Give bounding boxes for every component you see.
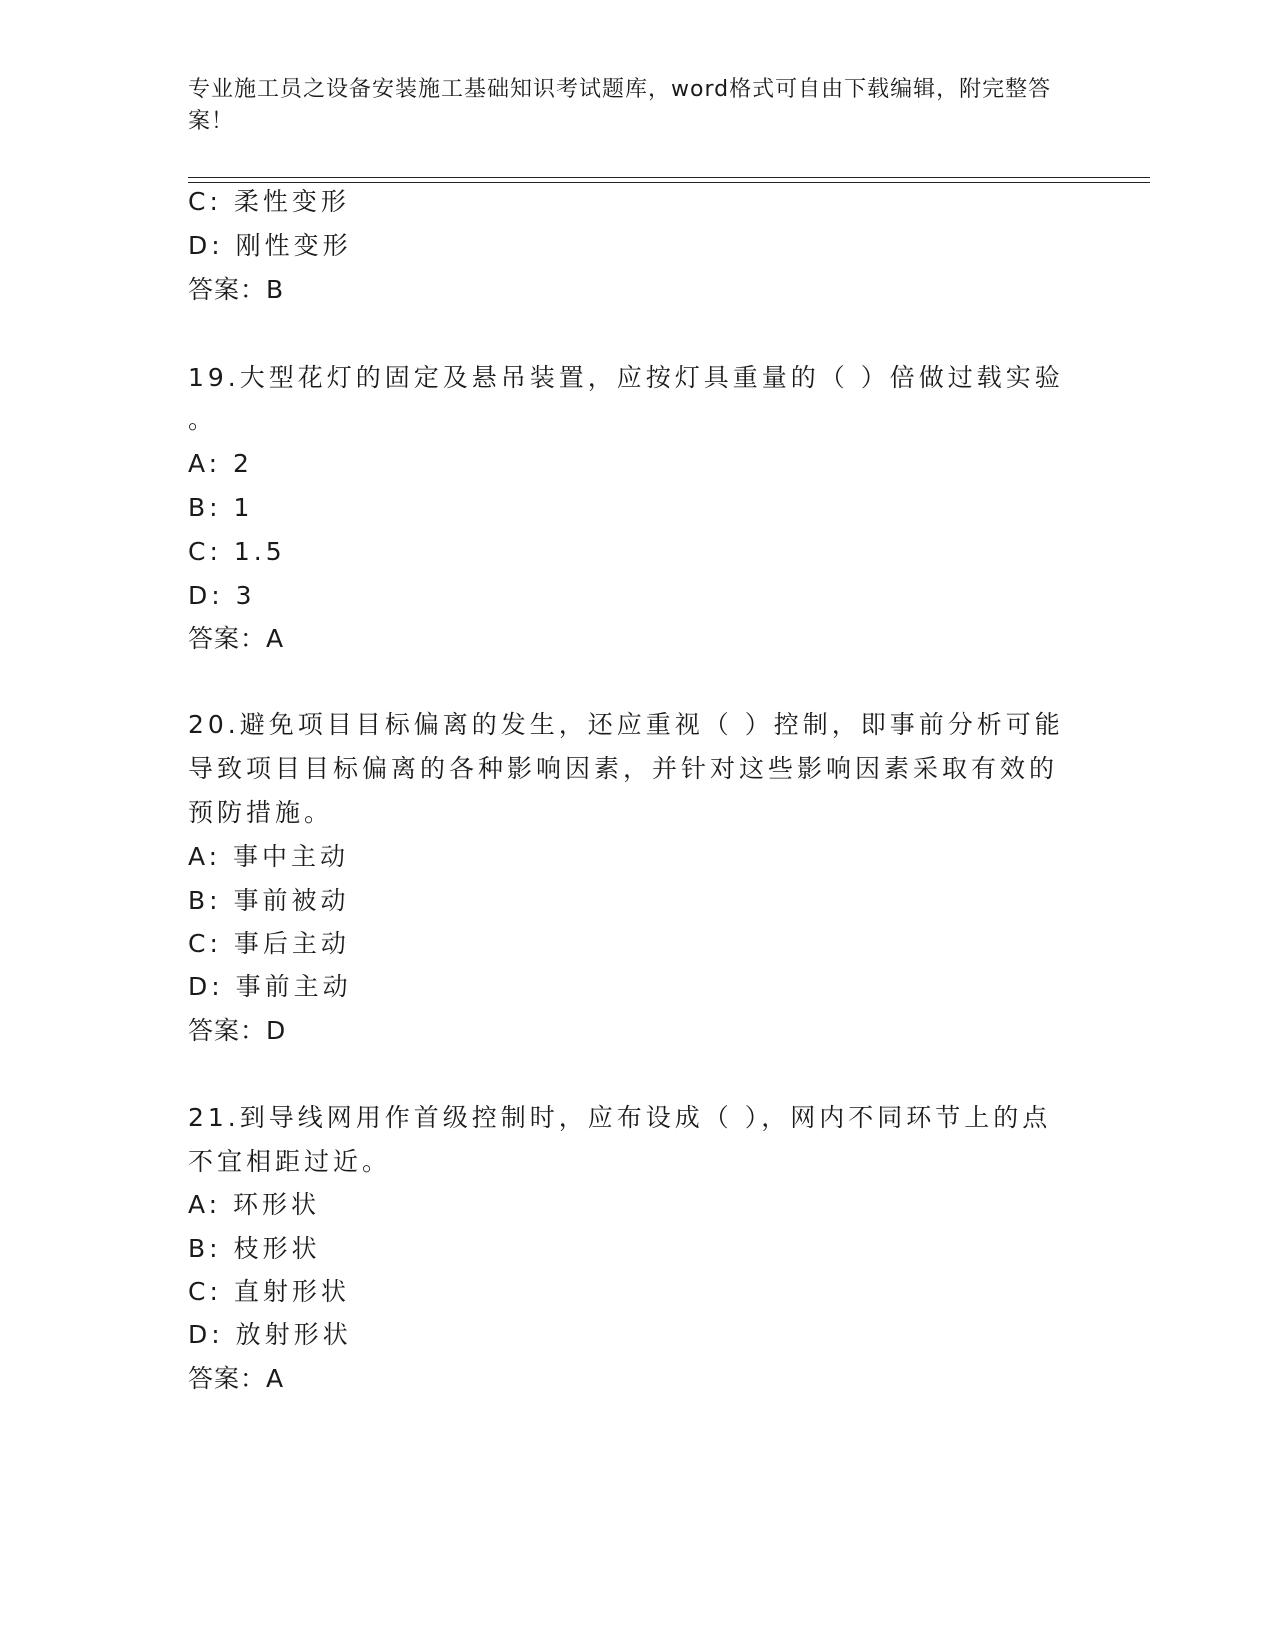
question-stem: 不宜相距过近。	[188, 1147, 392, 1176]
option-c: C: 柔性变形	[188, 187, 350, 216]
option-b: B: 枝形状	[188, 1234, 321, 1263]
option-a: A: 2	[188, 449, 253, 478]
option-d: D: 刚性变形	[188, 231, 352, 260]
option-c: C: 事后主动	[188, 929, 350, 958]
answer-line: 答案：A	[188, 1364, 285, 1393]
question-stem: 导致项目目标偏离的各种影响因素，并针对这些影响因素采取有效的	[188, 754, 1059, 783]
option-c: C: 直射形状	[188, 1277, 350, 1306]
document-header: 专业施工员之设备安装施工基础知识考试题库，word格式可自由下载编辑，附完整答案！	[188, 77, 1052, 134]
header-divider-bottom	[188, 182, 1150, 183]
question-stem: 21.到导线网用作首级控制时，应布设成（ ），网内不同环节上的点	[188, 1103, 1052, 1132]
answer-line: 答案：D	[188, 1016, 287, 1045]
option-b: B: 事前被动	[188, 886, 350, 915]
option-b: B: 1	[188, 493, 254, 522]
answer-line: 答案：B	[188, 275, 285, 304]
option-d: D: 事前主动	[188, 972, 352, 1001]
header-divider-top	[188, 177, 1150, 178]
option-a: A: 环形状	[188, 1190, 321, 1219]
option-d: D: 3	[188, 581, 256, 610]
question-stem: 预防措施。	[188, 798, 334, 827]
question-stem: 19.大型花灯的固定及悬吊装置，应按灯具重量的（ ）倍做过载实验	[188, 363, 1064, 392]
option-c: C: 1.5	[188, 537, 286, 566]
question-stem: 20.避免项目目标偏离的发生，还应重视（ ）控制，即事前分析可能	[188, 710, 1064, 739]
option-a: A: 事中主动	[188, 842, 350, 871]
answer-line: 答案：A	[188, 624, 285, 653]
option-d: D: 放射形状	[188, 1320, 352, 1349]
question-stem: 。	[188, 405, 218, 434]
